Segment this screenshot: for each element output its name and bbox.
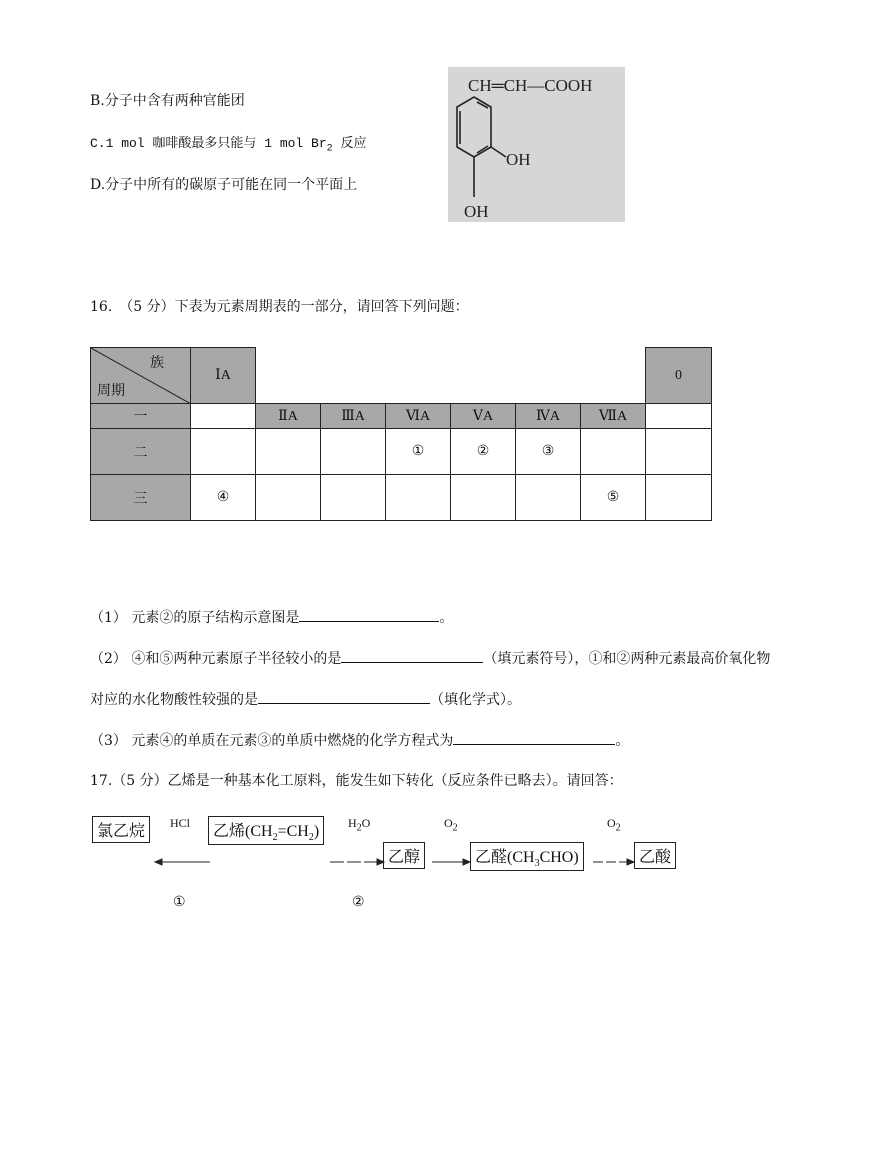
h2o-text-b: O [361,816,371,830]
q16-stem: 16. （5 分）下表为元素周期表的一部分，请回答下列问题： [90,299,469,315]
group-iia-header: ⅡA [256,404,321,429]
option-b: B.分子中含有两种官能团 [90,93,245,109]
ethylene-text-a: 乙烯(CH [213,823,273,840]
q16-part3 [90,729,629,750]
period-3-label: 三 [91,475,191,521]
cell-3-0 [646,475,712,521]
cell-3-va [451,475,516,521]
element-4-cell: ④ [191,475,256,521]
group-iiia-header: ⅢA [321,404,386,429]
ethylene-text-c: ) [313,823,320,840]
cell-3-iva [516,475,581,521]
q16-part1 [90,606,453,627]
period-1-label: 一 [91,404,191,429]
cell-3-via [386,475,451,521]
reagent-h2o [348,816,370,833]
acetaldehyde-sub: 3 [534,858,540,870]
arrow-head-ethanol [377,859,384,865]
arrow-head-acetaldehyde [463,859,470,865]
option-c-text: C.1 mol 咖啡酸最多只能与 1 mol Br [90,136,327,151]
q16-part2-text-d: （填化学式）。 [430,692,521,708]
table-corner-cell [91,348,191,404]
cell-3-iia [256,475,321,521]
option-c-suffix: 反应 [332,136,367,151]
cell-3-iiia [321,475,386,521]
reaction-arrows [150,852,650,868]
ethylene-text-b: =CH [277,823,309,840]
answer-blank-1[interactable] [299,606,439,622]
q16-part2-text-c: 对应的水化物酸性较强的是 [90,692,258,708]
arrow-head-left [155,859,162,865]
element-5-cell: ⑤ [581,475,646,521]
table-top-gap [256,348,646,404]
group-ia-header: ⅠA [191,348,256,404]
caffeic-acid-structure [448,67,625,222]
cell-2-viia [581,429,646,475]
group-va-header: ⅤA [451,404,516,429]
corner-period-label: 周期 [97,384,125,399]
step-1-label: ① [173,894,186,910]
element-3-cell: ③ [516,429,581,475]
ethylene-sub-2: 2 [308,832,314,844]
periodic-table [90,347,712,521]
ethanol-box: 乙醇 [383,842,425,869]
acetic-acid-box: 乙酸 [634,842,676,869]
q16-part3-end: 。 [615,733,630,749]
h2o-text-a: H [348,816,357,830]
cell-2-iia [256,429,321,475]
structure-oh-right: OH [506,150,531,169]
structure-chain: CH═CH—COOH [468,76,593,95]
o2-1-sub: 2 [452,822,458,834]
q16-part1-text: （1） 元素②的原子结构示意图是 [90,610,300,626]
corner-group-label: 族 [150,356,164,371]
q17-stem: 17.（5 分）乙烯是一种基本化工原料，能发生如下转化（反应条件已略去）。请回答： [90,773,623,789]
q16-part3-text: （3） 元素④的单质在元素③的单质中燃烧的化学方程式为 [90,733,454,749]
o2-2-text: O [607,816,616,830]
group-0-header: 0 [646,348,712,404]
answer-blank-4[interactable] [453,729,615,745]
q16-part1-end: 。 [439,610,454,626]
ethylene-sub-1: 2 [272,832,278,844]
q16-part2-text-b: （填元素符号），①和②两种元素最高价氧化物 [483,651,771,667]
arrow-head-acetic-acid [627,859,634,865]
group-viia-header: ⅦA [581,404,646,429]
reagent-o2-1 [444,816,458,833]
step-2-label: ② [352,894,365,910]
cell-2-iiia [321,429,386,475]
reagent-o2-2 [607,816,621,833]
cell-2-ia [191,429,256,475]
ethylene-box [208,816,324,845]
cell-1-ia [191,404,256,429]
reagent-hcl: HCl [170,816,191,830]
option-c [90,132,366,155]
group-via-header: ⅥA [386,404,451,429]
acetaldehyde-text-a: 乙醛(CH [475,849,535,866]
group-iva-header: ⅣA [516,404,581,429]
o2-2-sub: 2 [615,822,621,834]
element-1-cell: ① [386,429,451,475]
answer-blank-2[interactable] [341,647,483,663]
option-c-sub: 2 [326,143,333,155]
chloroethane-box: 氯乙烷 [92,816,150,843]
structure-oh-bottom: OH [464,202,489,221]
h2o-sub: 2 [356,822,362,834]
cell-1-0 [646,404,712,429]
answer-blank-3[interactable] [258,688,430,704]
q16-part2 [90,647,770,668]
q16-part2-cont [90,688,521,709]
period-2-label: 二 [91,429,191,475]
element-2-cell: ② [451,429,516,475]
q16-part2-text-a: （2） ④和⑤两种元素原子半径较小的是 [90,651,342,667]
acetaldehyde-text-b: CHO) [539,849,579,866]
o2-1-text: O [444,816,453,830]
cell-2-0 [646,429,712,475]
option-d: D.分子中所有的碳原子可能在同一个平面上 [90,177,358,193]
